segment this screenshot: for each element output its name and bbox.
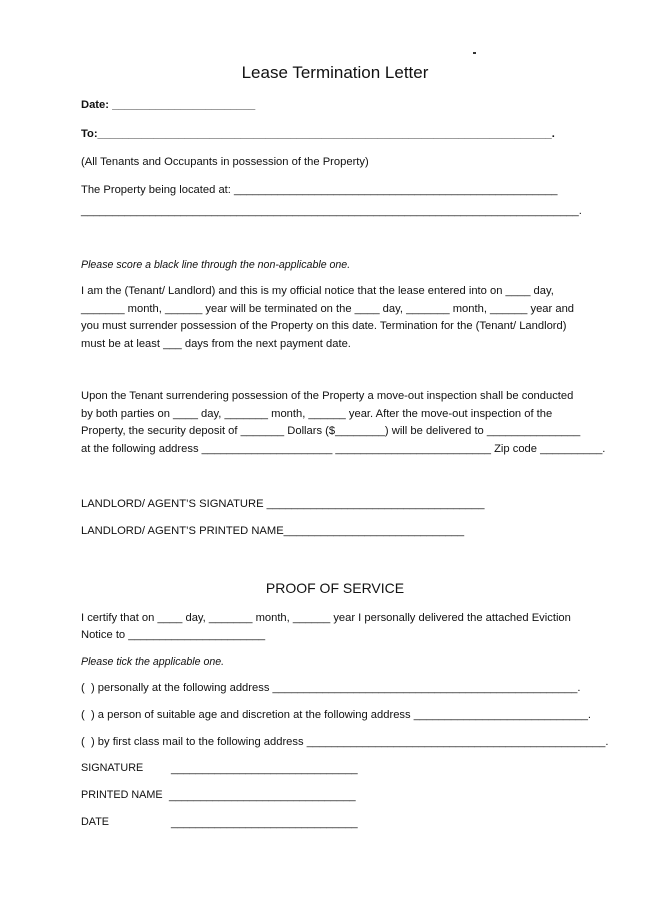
proof-of-service-heading: PROOF OF SERVICE (265, 580, 405, 596)
date-label: DATE (81, 816, 109, 828)
certify-line-2: Notice to ______________________ (81, 629, 266, 641)
occupants-note: (All Tenants and Occupants in possession of the Property) (81, 156, 369, 168)
option-personally: ( ) personally at the following address _________________________________________________. (81, 682, 581, 694)
tick-instruction: Please tick the applicable one. (81, 656, 225, 668)
inspection-line-3: Property, the security deposit of _______ Dollars ($________) will be delivered to _______________ (81, 425, 581, 437)
document-title: Lease Termination Letter (241, 63, 429, 82)
inspection-line-2: by both parties on ____ day, _______ month, ______ year. After the move-out inspection of the (81, 408, 553, 420)
notice-line-1: I am the (Tenant/ Landlord) and this is my official notice that the lease entered into on ____ day, (81, 285, 554, 297)
printed-name-line: ______________________________ (169, 790, 356, 802)
stray-mark (473, 52, 476, 54)
notice-line-2: _______ month, ______ year will be terminated on the ____ day, _______ month, ______ year and (81, 303, 575, 315)
to-field: To:_________________________________________________________________________. (81, 128, 555, 140)
property-location-line-2: ________________________________________________________________________________. (81, 205, 582, 217)
signature-label: SIGNATURE (81, 762, 144, 774)
landlord-printed-name: LANDLORD/ AGENT’S PRINTED NAME_____________________________ (81, 525, 465, 537)
landlord-signature: LANDLORD/ AGENT’S SIGNATURE ___________________________________ (81, 498, 485, 510)
signature-line: ______________________________ (171, 763, 358, 775)
option-suitable-person: ( ) a person of suitable age and discretion at the following address ____________________________. (81, 709, 592, 721)
date-line: ______________________________ (171, 817, 358, 829)
notice-line-4: must be at least ___ days from the next payment date. (81, 338, 351, 350)
inspection-line-4: at the following address _____________________ _________________________ Zip code __________. (81, 443, 606, 455)
date-field: Date: _______________________ (81, 99, 256, 111)
property-location-line-1: The Property being located at: ____________________________________________________ (81, 184, 558, 196)
notice-line-3: you must surrender possession of the Property on this date. Termination for the (Tenant/ Landlord) (81, 320, 567, 332)
printed-name-label: PRINTED NAME (81, 789, 163, 801)
certify-line-1: I certify that on ____ day, _______ month, ______ year I personally delivered the attached Eviction (81, 612, 571, 624)
option-first-class-mail: ( ) by first class mail to the following address ________________________________________________. (81, 736, 609, 748)
inspection-line-1: Upon the Tenant surrendering possession of the Property a move-out inspection shall be conducted (81, 390, 574, 402)
strike-instruction: Please score a black line through the non-applicable one. (81, 259, 351, 271)
